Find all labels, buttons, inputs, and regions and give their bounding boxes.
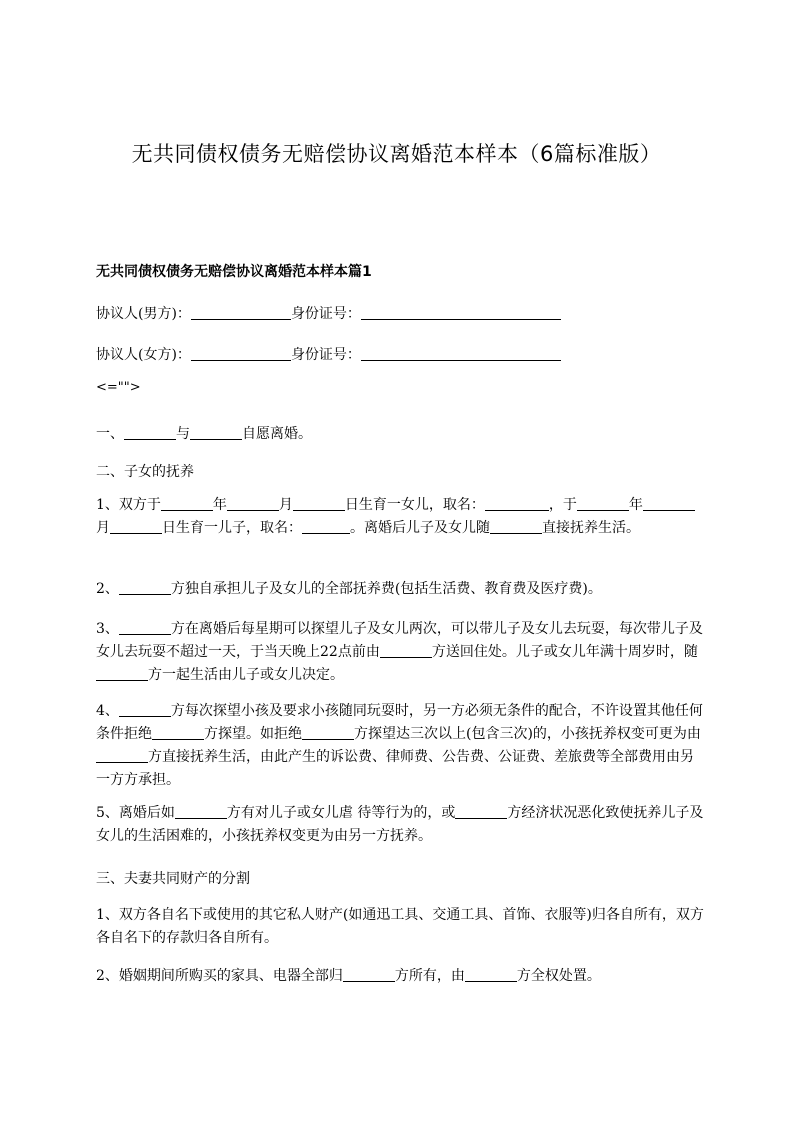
blank — [302, 725, 354, 740]
text: 2、婚姻期间所购买的家具、电器全部归 — [96, 968, 343, 984]
blank — [227, 496, 279, 511]
blank — [96, 748, 148, 763]
text: 方探望。如拒绝 — [204, 726, 302, 742]
text: 方每次探望小孩及要求小孩随同玩耍时，另一方必须无条件的配合，不许设置其他任何条件拒绝 — [96, 703, 703, 742]
blank — [293, 496, 345, 511]
text: 月 — [96, 520, 110, 536]
blank — [124, 425, 176, 440]
blank — [485, 496, 549, 511]
text: 日生育一儿子，取名： — [162, 520, 302, 536]
id-label: 身份证号： — [290, 347, 361, 363]
document-title: 无共同债权债务无赔偿协议离婚范本样本（6篇标准版） — [131, 142, 662, 166]
item-3-heading: 三、夫妻共同财产的分割 — [96, 871, 250, 887]
item-1 — [96, 423, 312, 443]
text: 方全权处置。 — [516, 968, 601, 984]
name-blank — [191, 346, 291, 361]
blank — [119, 702, 171, 717]
blank — [465, 967, 517, 982]
text: 年 — [628, 497, 643, 513]
paragraph-5 — [96, 802, 706, 848]
blank — [190, 425, 242, 440]
item-1-prefix: 一、 — [96, 426, 124, 442]
text: 4、 — [96, 703, 119, 719]
blank — [175, 804, 227, 819]
text: ，于 — [548, 497, 577, 513]
text: 方探望达三次以上(包含三次)的，小孩抚养权变可更为由 — [354, 726, 701, 742]
blank — [119, 620, 171, 635]
name-blank — [191, 305, 291, 320]
paragraph-3 — [96, 618, 706, 687]
text: 方有对儿子或女儿虐 待等行为的，或 — [226, 805, 456, 821]
blank — [380, 643, 432, 658]
item-2-heading: 二、子女的抚养 — [96, 464, 194, 480]
blank — [643, 496, 695, 511]
blank — [110, 519, 162, 534]
section-heading: 无共同债权债务无赔偿协议离婚范本样本篇1 — [96, 264, 372, 280]
party-male-label: 协议人(男方)： — [96, 306, 191, 322]
id-label: 身份证号： — [290, 306, 361, 322]
text: 年 — [212, 497, 227, 513]
paragraph-4 — [96, 700, 706, 792]
paragraph-2 — [96, 578, 706, 601]
text: 方一起生活由儿子或女儿决定。 — [148, 667, 344, 683]
text: 方所有，由 — [394, 968, 465, 984]
text: 方送回住处。儿子或女儿年满十周岁时，随 — [431, 644, 698, 660]
text: 5、离婚后如 — [96, 805, 175, 821]
text: 1、双方于 — [96, 497, 161, 513]
paragraph-7 — [96, 965, 706, 988]
text: 方经济状况恶化致使抚养儿子及女儿的生活困难的，小孩抚养权变更为由另一方抚养。 — [96, 805, 704, 844]
blank — [302, 519, 350, 534]
text: 方直接抚养生活，由此产生的诉讼费、律师费、公告费、公证费、差旅费等全部费用由另一方方承担。 — [96, 749, 694, 788]
blank — [152, 725, 204, 740]
text: 方在离婚后每星期可以探望儿子及女儿两次，可以带儿子及女儿去玩耍，每次带儿子及女儿去玩耍不超过一天，于当天晚上22点前由 — [96, 621, 703, 660]
paragraph-6: 1、双方各自名下或使用的其它私人财产(如通迅工具、交通工具、首饰、衣服等)归各自所有，双方各自名下的存款归各自所有。 — [96, 907, 704, 946]
text: 月 — [278, 497, 293, 513]
party-male-line — [96, 303, 561, 323]
text: 日生育一女儿，取名： — [344, 497, 485, 513]
party-female-label: 协议人(女方)： — [96, 347, 191, 363]
text: 直接抚养生活。 — [542, 520, 640, 536]
text: 2、 — [96, 581, 119, 597]
id-blank — [361, 305, 561, 320]
blank — [96, 666, 148, 681]
artifact-text: <=""> — [96, 380, 141, 395]
paragraph-1 — [96, 494, 706, 540]
text: 3、 — [96, 621, 119, 637]
blank — [343, 967, 395, 982]
blank — [119, 580, 171, 595]
id-blank — [361, 346, 561, 361]
blank — [161, 496, 213, 511]
blank — [577, 496, 629, 511]
party-female-line — [96, 344, 561, 364]
blank — [490, 519, 542, 534]
item-1-suffix: 自愿离婚。 — [242, 426, 312, 442]
blank — [455, 804, 507, 819]
text: 。离婚后儿子及女儿随 — [350, 520, 490, 536]
text: 方独自承担儿子及女儿的全部抚养费(包括生活费、教育费及医疗费)。 — [170, 581, 602, 597]
item-1-mid: 与 — [176, 426, 190, 442]
